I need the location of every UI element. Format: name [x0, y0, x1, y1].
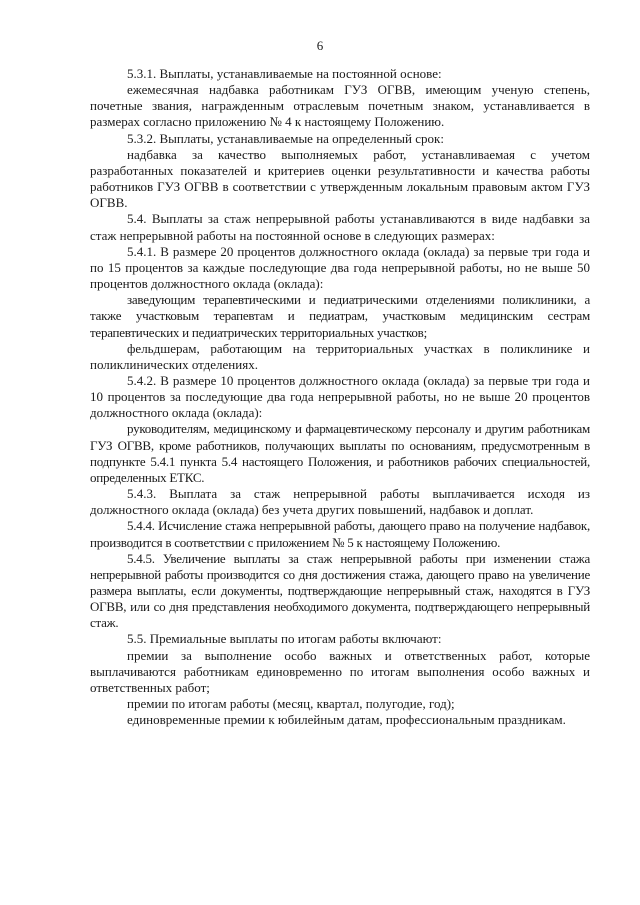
- paragraph-5-4-2: 5.4.2. В размере 10 процентов должностного оклада (оклада) за первые три года и 10 процентов за последующие два года непрерывной работы, но не выше 20 процентов должностного оклада (оклада):: [90, 372, 590, 421]
- paragraph-department-heads: заведующим терапевтическими и педиатрическими отделениями поликлиники, а также участковым терапевтам и педиатрам, участковым медицинским сестрам терапевтических и педиатрических территориальных участков;: [90, 292, 590, 340]
- paragraph-managers-staff: руководителям, медицинскому и фармацевтическому персоналу и другим работникам ГУЗ ОГВВ, кроме работников, получающих выплаты по основаниям, предусмотренным в подпункте 5.4.1 пункта 5.4 настоящего Положения, и работников рабочих специальностей, определенных ЕТКС.: [90, 421, 590, 485]
- page-number: 6: [316, 38, 324, 53]
- paragraph-quality-allowance: надбавка за качество выполняемых работ, устанавливаемая с учетом разработанных показателей и критериев оценки результативности и качества работы работников ГУЗ ОГВВ в соответствии с утвержденным локальным правовым актом ГУЗ ОГВВ.: [90, 146, 590, 211]
- paragraph-5-4-4: 5.4.4. Исчисление стажа непрерывной работы, дающего право на получение надбавок, производится в соответствии с приложением № 5 к настоящему Положению.: [90, 518, 590, 550]
- paragraph-5-4-3: 5.4.3. Выплата за стаж непрерывной работы выплачивается исходя из должностного оклада (оклада) без учета других повышений, надбавок и доплат.: [90, 486, 590, 518]
- paragraph-paramedics: фельдшерам, работающим на территориальных участках в поликлинике и поликлинических отделениях.: [90, 340, 590, 372]
- paragraph-anniversary-bonus: единовременные премии к юбилейным датам, профессиональным праздникам.: [127, 712, 566, 728]
- paragraph-5-4-1: 5.4.1. В размере 20 процентов должностного оклада (оклада) за первые три года и по 15 процентов за каждые последующие два года непрерывной работы, но не выше 50 процентов должностного оклада (оклада):: [90, 243, 590, 292]
- paragraph-5-3-2-heading: 5.3.2. Выплаты, устанавливаемые на определенный срок:: [127, 130, 444, 146]
- paragraph-5-4: 5.4. Выплаты за стаж непрерывной работы устанавливаются в виде надбавки за стаж непрерывной работы на постоянной основе в следующих размерах:: [90, 211, 590, 243]
- paragraph-5-4-5: 5.4.5. Увеличение выплаты за стаж непрерывной работы при изменении стажа непрерывной работы производится со дня достижения стажа, дающего право на увеличение размера выплаты, если документы, подтверждающие непрерывный стаж, находятся в ГУЗ ОГВВ, или со дня представления необходимого документа, подтверждающего непрерывный стаж.: [90, 550, 590, 631]
- paragraph-important-work-bonus: премии за выполнение особо важных и ответственных работ, которые выплачиваются работникам единовременно по итогам выполнения особо важных и ответственных работ;: [90, 647, 590, 695]
- paragraph-period-bonus: премии по итогам работы (месяц, квартал, полугодие, год);: [127, 696, 455, 712]
- paragraph-5-3-1-heading: 5.3.1. Выплаты, устанавливаемые на постоянной основе:: [127, 66, 442, 81]
- paragraph-5-5: 5.5. Премиальные выплаты по итогам работы включают:: [127, 631, 442, 647]
- paragraph-monthly-allowance: ежемесячная надбавка работникам ГУЗ ОГВВ, имеющим ученую степень, почетные звания, награжденным отраслевым почетным знаком, устанавливается в размерах согласно приложению № 4 к настоящему Положению.: [90, 82, 590, 130]
- document-body: [90, 66, 590, 728]
